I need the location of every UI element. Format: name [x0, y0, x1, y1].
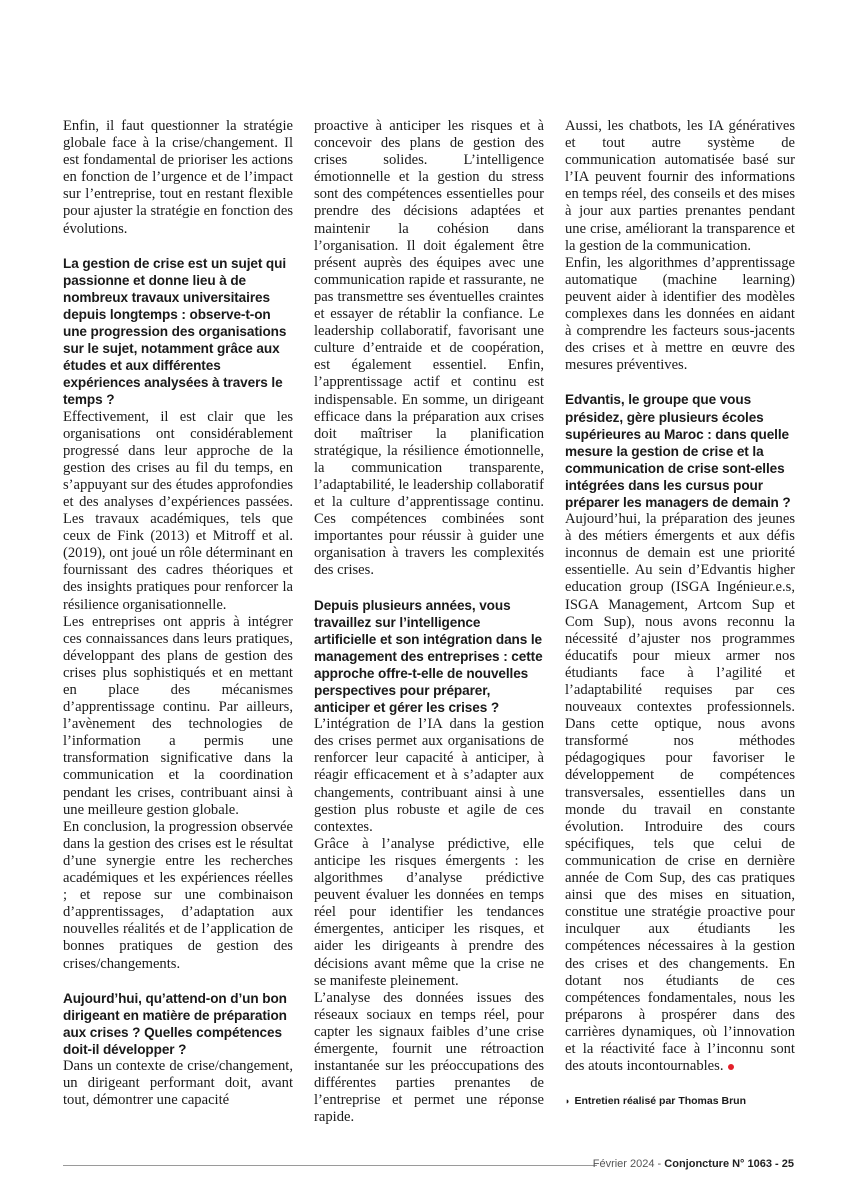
paragraph: Enfin, il faut questionner la stratégie globale face à la crise/changement. Il est fondamental de prioriser les actions en fonction de l’urgence et de l’impact sur l’entreprise, tout en restant flexible pour ajuster la stratégie en fonction des évolutions. [63, 118, 293, 237]
article-column-3 [565, 118, 795, 1108]
paragraph: Aussi, les chatbots, les IA génératives et tout autre système de communication automatisée basé sur l’IA peuvent fournir des informations en temps réel, des conseils et des mises à jour aux parties prenantes pendant une crise, améliorant la transparence et la gestion de la communication. [565, 118, 795, 254]
footer-divider [63, 1165, 597, 1166]
paragraph: L’analyse des données issues des réseaux sociaux en temps réel, pour capter les signaux faibles d’une crise émergente, fournit une rétroaction instantanée sur les préoccupations des différentes parties prenantes de l’entreprise et permet une réponse rapide. [314, 989, 544, 1126]
closing-paragraph [565, 511, 795, 1075]
footer-magazine-page: Conjoncture N° 1063 - 25 [664, 1158, 794, 1170]
interview-question: Aujourd’hui, qu’attend-on d’un bon dirigeant en matière de préparation aux crises ? Quelles compétences doit-il développer ? [63, 990, 287, 1057]
page-footer [593, 1158, 794, 1170]
interview-question: La gestion de crise est un sujet qui passionne et donne lieu à de nombreux travaux universitaires depuis longtemps : observe-t-on une progression des organisations sur le sujet, notamment grâce aux études et aux différentes expériences analysées à travers le temps ? [63, 255, 287, 408]
footer-separator: - [654, 1158, 665, 1170]
paragraph: Grâce à l’analyse prédictive, elle anticipe les risques émergents : les algorithmes d’analyse prédictive peuvent évaluer les données en temps réel pour identifier les tendances émergentes, anticiper les risques, et aider les dirigeants à prendre des décisions avant même que la crise ne se manifeste pleinement. [314, 835, 544, 989]
paragraph: proactive à anticiper les risques et à concevoir des plans de gestion des crises solides. L’intelligence émotionnelle et la gestion du stress sont des compétences essentielles pour prendre des décisions adaptées et maintenir la cohésion dans l’organisation. Il doit également être présent auprès des équipes avec une communication rapide et rassurante, ne pas transmettre ses éventuelles craintes et essayer de rétablir la confiance. Le leadership collaboratif, favorisant une culture d’entraide et de coopération, est également essentiel. Enfin, l’apprentissage actif et continu est indispensable. En somme, un dirigeant efficace dans la préparation aux crises doit maîtriser la planification stratégique, la résilience émotionnelle, la communication transparente, l’adaptabilité, le leadership collaboratif et la culture d’apprentissage continu. Ces compétences combinées sont importantes pour réussir à guider une organisation à travers les complexités des crises. [314, 118, 544, 579]
interview-credit [565, 1095, 795, 1108]
triangle-bullet-icon: ◗ [565, 1096, 571, 1107]
credit-text: Entretien réalisé par Thomas Brun [574, 1095, 746, 1108]
article-column-1 [63, 118, 293, 1109]
end-mark-icon [728, 1064, 734, 1070]
paragraph: En conclusion, la progression observée dans la gestion des crises est le résultat d’une synergie entre les recherches académiques et les expériences réelles ; et repose sur une combinaison d’apprentissages, d’adaptation aux nouvelles réalités et de l’application de bonnes pratiques de gestion des crises/changements. [63, 818, 293, 972]
interview-question: Depuis plusieurs années, vous travaillez sur l’intelligence artificielle et son intégration dans le management des entreprises : cette approche offre-t-elle de nouvelles perspectives pour préparer, anticiper et gérer les crises ? [314, 597, 543, 716]
article-column-2 [314, 118, 544, 1126]
paragraph-text: Aujourd’hui, la préparation des jeunes à des métiers émergents et aux défis inconnus de demain est une priorité essentielle. Au sein d’Edvantis higher education group (ISGA Ingénieur.e.s, ISGA Management, Artcom Sup et Com Sup), nous avons reconnu la nécessité d’ajuster nos programmes éducatifs pour mieux armer nos étudiants face à l’agilité et l’adaptabilité requises par ces nouveaux contextes professionnels. Dans cette optique, nous avons transformé nos méthodes pédagogiques pour favoriser le développement de compétences transversales, essentielles dans un monde du travail en constante évolution. Introduire des cours spécifiques, tels que celui de communication de crise en dernière année de Com Sup, des cas pratiques ainsi que des mises en situation, constitue une stratégie proactive pour inculquer aux étudiants les compétences nécessaires à la gestion des crises et des changements. En dotant nos étudiants de ces compétences fondamentales, nous les préparons à prospérer dans des carrières dynamiques, où l’innovation et la réactivité face à l’inconnu sont des atouts incontournables. [565, 511, 795, 1075]
paragraph: Les entreprises ont appris à intégrer ces connaissances dans leurs pratiques, développant des plans de gestion des crises plus sophistiqués et en mettant en place des mécanismes d’apprentissage continu. Par ailleurs, l’avènement des technologies de l’information a permis une transformation significative dans la communication et la coordination pendant les crises, contribuant ainsi à une meilleure gestion globale. [63, 613, 293, 818]
paragraph: L’intégration de l’IA dans la gestion des crises permet aux organisations de renforcer leur capacité à anticiper, à réagir efficacement et à s’adapter aux changements, contribuant ainsi à une gestion plus robuste et agile de ces contextes. [314, 716, 544, 835]
paragraph: Dans un contexte de crise/changement, un dirigeant performant doit, avant tout, démontrer une capacité [63, 1057, 293, 1109]
interview-question: Edvantis, le groupe que vous présidez, gère plusieurs écoles supérieures au Maroc : dans quelle mesure la gestion de crise et la communication de crise sont-elles intégrées dans les cursus pour préparer les managers de demain ? [565, 392, 791, 510]
footer-date: Février 2024 [592, 1158, 655, 1170]
paragraph: Effectivement, il est clair que les organisations ont considérablement progressé dans leur approche de la gestion des crises au fil du temps, en s’appuyant sur des études approfondies et des analyses d’expériences passées. Les travaux académiques, tels que ceux de Fink (2013) et Mitroff et al. (2019), ont joué un rôle déterminant en fournissant des cadres théoriques et des insights pratiques pour renforcer la résilience organisationnelle. [63, 408, 293, 613]
paragraph: Enfin, les algorithmes d’apprentissage automatique (machine learning) peuvent aider à identifier des modèles complexes dans les données en aidant à comprendre les facteurs sous-jacents des crises et à mettre en œuvre des mesures préventives. [565, 254, 795, 374]
